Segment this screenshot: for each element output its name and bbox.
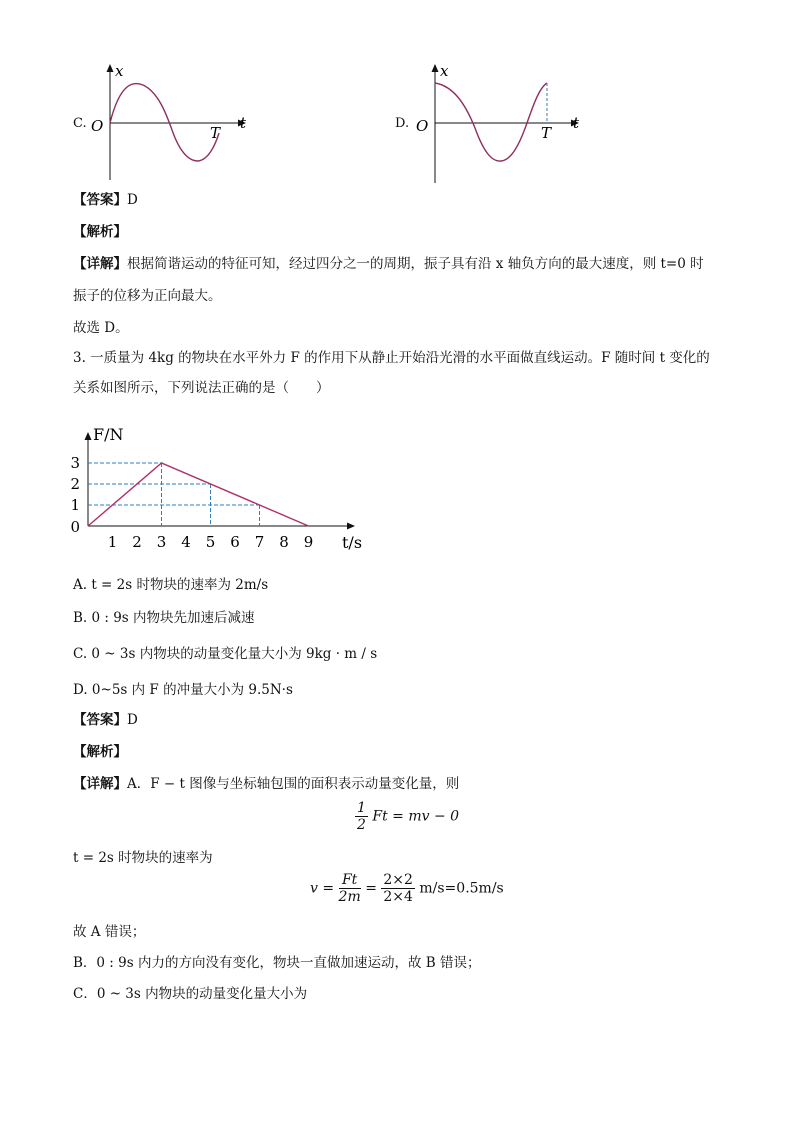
q3-detail-a-end: 故 A 错误； — [73, 924, 146, 940]
x-tick-label: 9 — [303, 533, 314, 551]
q2-conclusion: 故选 D。 — [73, 320, 129, 336]
q3-detail-a-intro — [73, 774, 459, 794]
x-tick-label: 8 — [279, 533, 289, 551]
equation-rest: Ft = mv − 0 — [372, 808, 460, 825]
fraction-numerator: 1 — [357, 800, 366, 816]
origin-label: 0 — [70, 518, 80, 536]
q3-stem-line2: 关系如图所示，下列说法正确的是（ ） — [73, 380, 330, 396]
x-axis-arrow — [107, 64, 114, 72]
answer-value: D — [127, 712, 138, 728]
answer-tag: 【答案】 — [73, 192, 127, 208]
q3-detail-c: C．0 ~ 3s 内物块的动量变化量大小为 — [73, 986, 308, 1002]
answer-tag: 【答案】 — [73, 712, 127, 728]
x-axis-arrow — [347, 523, 355, 530]
detail-tag: 【详解】 — [73, 776, 127, 792]
q3-detail-a-mid: t = 2s 时物块的速率为 — [73, 850, 213, 866]
option-d-label: D. — [395, 116, 410, 131]
x-tick-label: 2 — [132, 533, 142, 551]
q3-option-a: A. t = 2s 时物块的速率为 2m/s — [73, 577, 269, 593]
detail-text: A．F − t 图像与坐标轴包围的面积表示动量变化量，则 — [127, 776, 460, 792]
x-axis-arrow — [432, 64, 439, 72]
option-d-graph — [413, 58, 588, 188]
fraction-denominator: 2×4 — [383, 889, 413, 905]
q2-analysis-tag: 【解析】 — [73, 224, 127, 240]
q3-option-c: C. 0 ~ 3s 内物块的动量变化量大小为 9kg · m / s — [73, 646, 378, 662]
x-tick-label: 1 — [107, 533, 118, 551]
q3-option-b: B. 0 : 9s 内物块先加速后减速 — [73, 610, 255, 626]
origin-label: O — [91, 117, 104, 135]
fraction-1 — [339, 872, 361, 905]
cosine-curve — [435, 83, 547, 161]
x-tick-label: 5 — [205, 533, 216, 551]
period-label: T — [541, 124, 552, 142]
equation-lhs: v = — [310, 880, 335, 897]
fraction-denominator: 2m — [338, 889, 361, 905]
y-tick-label: 1 — [70, 496, 80, 514]
answer-value: D — [127, 192, 138, 208]
equation-1 — [355, 800, 459, 833]
equals-sign: = — [365, 880, 377, 897]
equation-rest: m/s=0.5m/s — [419, 880, 504, 897]
force-time-chart — [66, 412, 366, 562]
origin-label: O — [416, 117, 429, 135]
y-tick-label: 2 — [70, 475, 80, 493]
fraction-numerator: 2×2 — [383, 872, 413, 888]
q2-detail-line1 — [73, 254, 704, 274]
q2-answer — [73, 190, 138, 210]
sine-curve — [110, 84, 219, 161]
fraction-numerator: Ft — [339, 872, 361, 889]
option-c-label: C. — [73, 116, 87, 131]
fraction-2 — [381, 872, 415, 905]
q3-answer — [73, 710, 138, 730]
y-tick-label: 3 — [70, 454, 80, 472]
fraction-denominator: 2 — [357, 817, 366, 833]
q3-stem-line1: 3. 一质量为 4kg 的物块在水平外力 F 的作用下从静止开始沿光滑的水平面做直线运动。F 随时间 t 变化的 — [73, 350, 710, 366]
x-tick-label: 4 — [181, 533, 191, 551]
x-tick-label: 6 — [230, 533, 240, 551]
detail-tag: 【详解】 — [73, 256, 127, 272]
detail-text: 根据简谐运动的特征可知，经过四分之一的周期，振子具有沿 x 轴负方向的最大速度，则 t=0 时 — [127, 256, 704, 272]
q3-analysis-tag: 【解析】 — [73, 744, 127, 760]
q3-detail-b: B．0 : 9s 内力的方向没有变化，物块一直做加速运动，故 B 错误； — [73, 955, 481, 971]
axis-t-label: t — [573, 114, 580, 132]
axis-t-label: t — [240, 114, 247, 132]
x-axis-title: t/s — [342, 533, 363, 552]
period-label: T — [210, 124, 221, 142]
force-series-line — [88, 463, 309, 526]
y-axis-title: F/N — [93, 425, 124, 444]
y-axis-arrow — [85, 432, 92, 440]
q3-option-d: D. 0~5s 内 F 的冲量大小为 9.5N·s — [73, 682, 293, 698]
fraction — [355, 800, 368, 833]
x-tick-label: 3 — [156, 533, 167, 551]
q2-detail-line2: 振子的位移为正向最大。 — [73, 288, 222, 304]
equation-2 — [310, 872, 504, 905]
axis-x-label: x — [440, 62, 449, 80]
option-c-graph — [88, 58, 258, 188]
axis-x-label: x — [115, 62, 124, 80]
x-tick-label: 7 — [254, 533, 265, 551]
